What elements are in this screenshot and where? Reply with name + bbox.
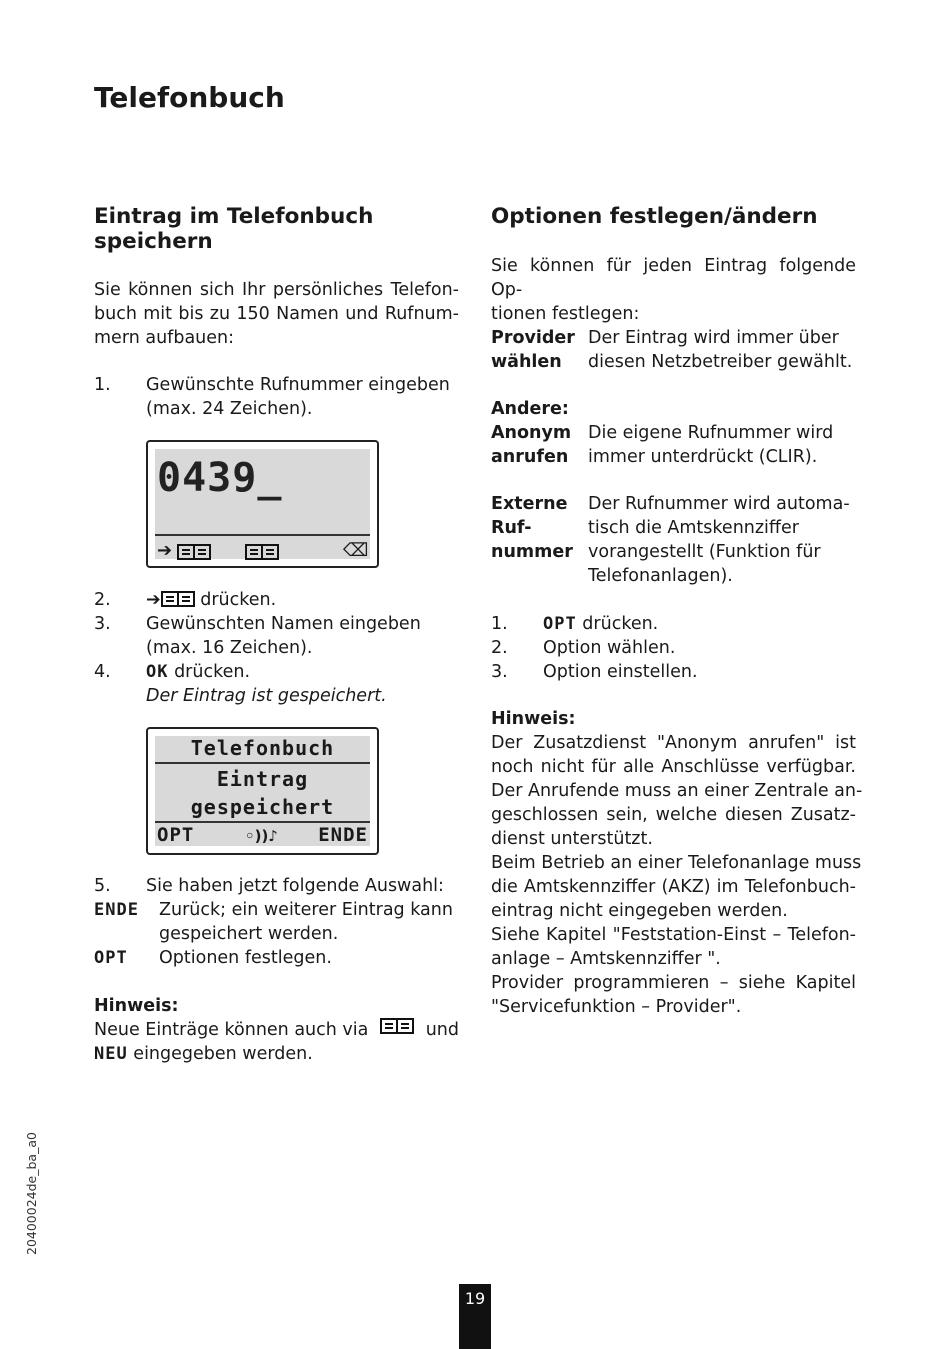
section-heading-right: Optionen festlegen/ändern bbox=[491, 204, 818, 229]
phonebook-key-icon-note bbox=[380, 1018, 414, 1034]
page-number: 19 bbox=[459, 1284, 491, 1349]
phonebook-icon-2 bbox=[245, 544, 279, 560]
page-title: Telefonbuch bbox=[94, 81, 285, 114]
section-heading-left: Eintrag im Telefonbuch speichern bbox=[94, 204, 374, 254]
note-left: Neue Einträge können auch via und NEU eingegeben werden. bbox=[94, 1020, 459, 1064]
intro-right: Sie können für jeden Eintrag folgende Op- tionen festlegen: bbox=[491, 256, 856, 324]
phonebook-icon bbox=[177, 544, 211, 560]
phone-display-saved: Telefonbuch Eintrag gespeichert OPT ◦))♪ ENDE bbox=[146, 727, 379, 855]
document-code: 20400024de_ba_a0 bbox=[24, 1132, 39, 1255]
note-heading-right: Hinweis: bbox=[491, 709, 576, 729]
ende-key: ENDE bbox=[94, 900, 139, 920]
phone-display-number bbox=[146, 440, 379, 568]
option-other-label: Andere: bbox=[491, 399, 569, 419]
ok-key: OK bbox=[146, 662, 169, 682]
softkey-ende: ENDE bbox=[318, 824, 368, 846]
arrow-icon: ➔ bbox=[157, 540, 173, 561]
opt-key: OPT bbox=[94, 948, 128, 968]
neu-key: NEU bbox=[94, 1044, 128, 1064]
phonebook-key-icon bbox=[161, 591, 195, 607]
opt-key-right: OPT bbox=[543, 614, 577, 634]
note-right: Der Zusatzdienst "Anonym anrufen" ist noch nicht für alle Anschlüsse verfügbar. Der Anrufende muss an einer Zentrale an- geschlossen sein, welche diesen Zusatz- dienst unterstützt. Beim Betrieb an einer Telefonanlage muss die Amtskennziffer (AKZ) im Telefonbuch- eintrag nicht eingegeben werden. Siehe Kapitel "Feststation-Einst – Telefon- anlage – Amtskennziffer ". Provider programmieren – siehe Kapitel "Servicefunktion – Provider". bbox=[491, 733, 863, 1017]
speaker-icon: ◦))♪ bbox=[245, 827, 278, 845]
softkey-opt: OPT bbox=[157, 824, 195, 846]
display-number: 0439_ bbox=[157, 455, 283, 501]
step-4-result: Der Eintrag ist gespeichert. bbox=[146, 686, 387, 706]
intro-left: Sie können sich Ihr persönliches Telefon- buch mit bis zu 150 Namen und Rufnum- mern aufbauen: bbox=[94, 280, 459, 348]
delete-icon: ⌫ bbox=[343, 540, 369, 561]
note-heading-left: Hinweis: bbox=[94, 996, 179, 1016]
